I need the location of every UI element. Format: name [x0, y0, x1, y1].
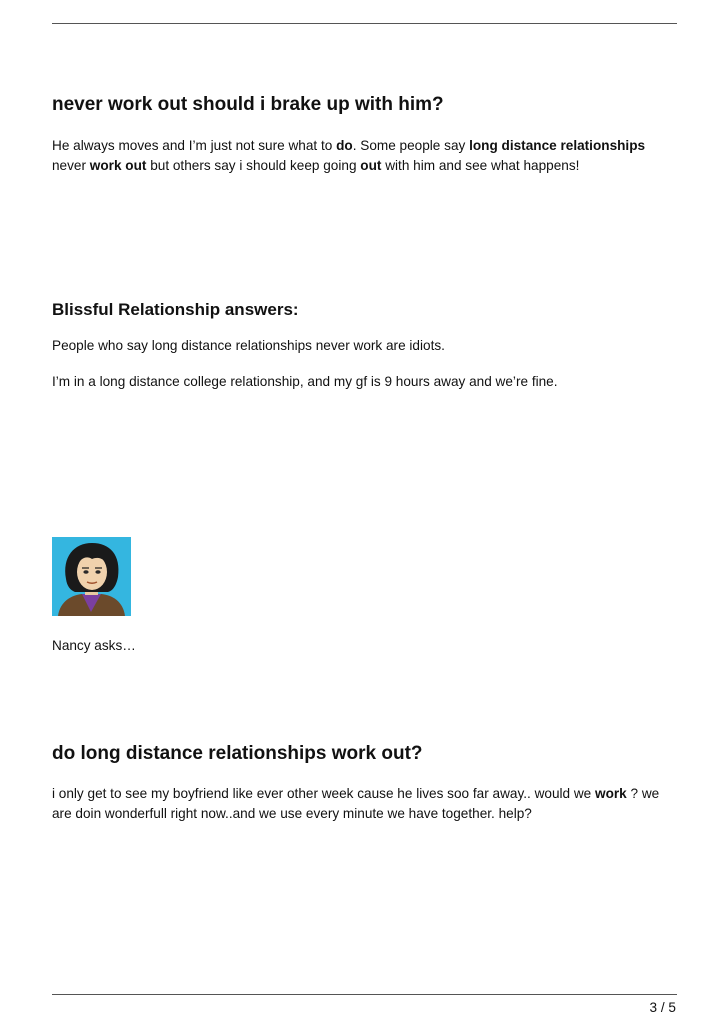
body-text: with him and see what happens! [381, 158, 580, 173]
emphasis-text: work out [89, 158, 147, 173]
answers-heading: Blissful Relationship answers: [52, 300, 299, 319]
body-text: i only get to see my boyfriend like ever other week cause he lives soo far away.. would we [52, 786, 596, 801]
body-text: . Some people say [352, 138, 470, 153]
body-text: never [52, 158, 90, 173]
question-title: do long distance relationships work out? [52, 743, 423, 764]
avatar-icon [52, 537, 131, 616]
answer-paragraph: People who say long distance relationships never work are idiots. [52, 338, 445, 353]
emphasis-text: out [360, 158, 382, 173]
body-text: ? we are doin wonderfull right now..and we use every minute we have together. help? [52, 786, 660, 821]
emphasis-text: do [336, 138, 353, 153]
emphasis-text: work [595, 786, 627, 801]
body-text: He always moves and I’m just not sure what to [52, 138, 337, 153]
page-number: 3 / 5 [649, 1000, 676, 1015]
answer-paragraph: I’m in a long distance college relationship, and my gf is 9 hours away and we’re fine. [52, 374, 558, 389]
emphasis-text: long distance relationships [469, 138, 646, 153]
asker-label: Nancy asks… [52, 638, 136, 653]
question-title: never work out should i brake up with him? [52, 94, 444, 115]
footer-rule [52, 994, 677, 995]
header-rule [52, 23, 677, 24]
body-text: but others say i should keep going [146, 158, 361, 173]
question-body [52, 136, 664, 176]
question-body [52, 784, 677, 824]
